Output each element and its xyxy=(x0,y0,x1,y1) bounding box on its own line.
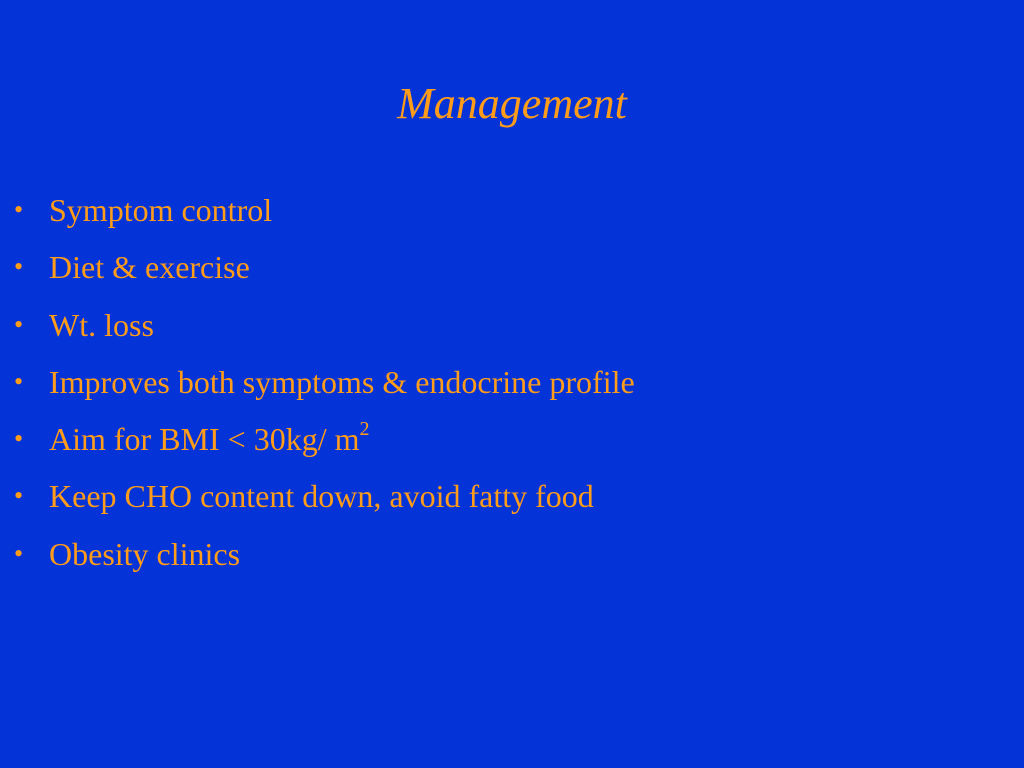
bullet-text: Wt. loss xyxy=(49,306,154,343)
bullet-text: Obesity clinics xyxy=(49,535,241,572)
bullet-text-bmi xyxy=(49,417,369,461)
bullet-dot: • xyxy=(14,252,24,282)
bullet-dot: • xyxy=(14,195,24,224)
bullet-text: Diet & exercise xyxy=(49,249,250,286)
bullet-dot: • xyxy=(14,309,24,339)
bmi-superscript: 2 xyxy=(359,417,370,440)
bullet-dot: • xyxy=(14,366,24,396)
slide-title: Management xyxy=(397,79,627,128)
bullet-dot: • xyxy=(14,424,24,454)
bullet-text: Improves both symptoms & endocrine profile xyxy=(49,363,635,400)
bullet-dot: • xyxy=(14,481,24,511)
bullet-text: Symptom control xyxy=(49,192,273,228)
bmi-text: Aim for BMI < 30kg/ m xyxy=(49,421,360,458)
bullet-text: Keep CHO content down, avoid fatty food xyxy=(49,478,594,515)
bullet-dot: • xyxy=(14,538,24,568)
